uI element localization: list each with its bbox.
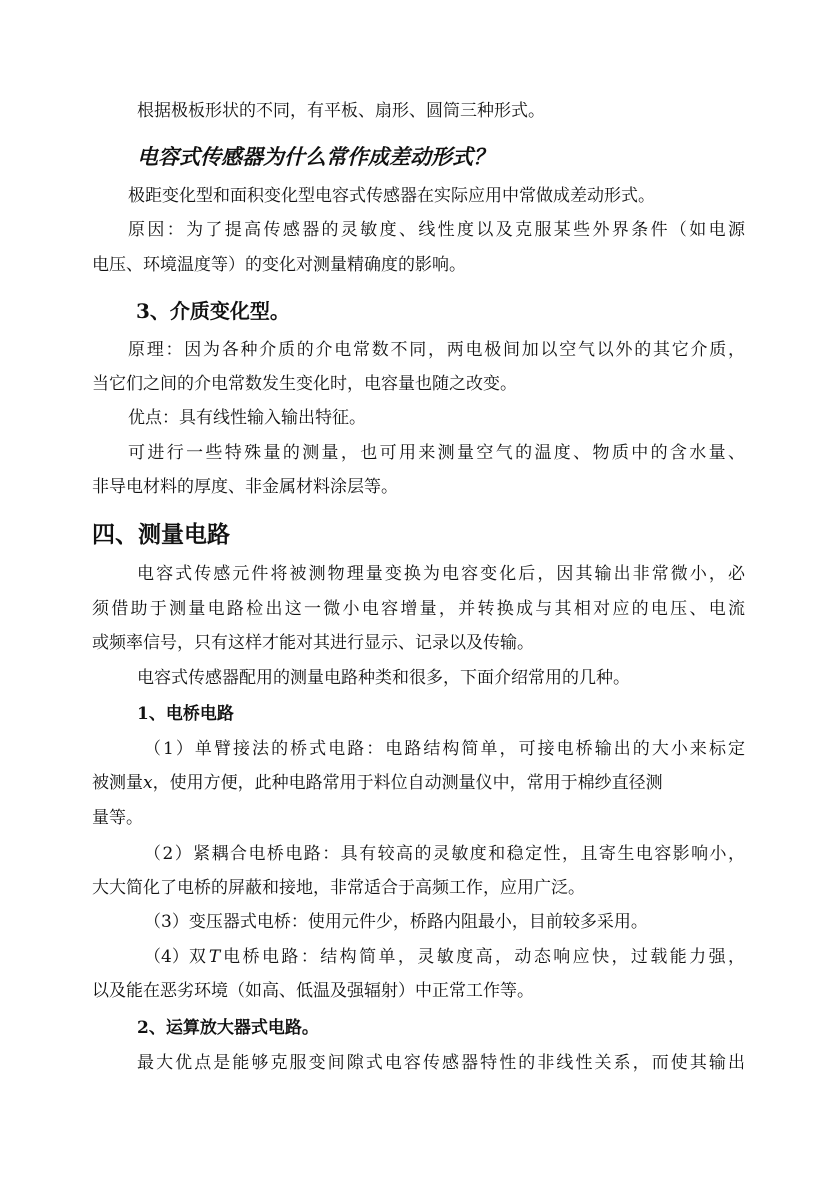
bridge-item-1-line-3: 量等。 xyxy=(92,808,143,828)
measuring-circuit-heading: 四、测量电路 xyxy=(92,521,230,548)
principle-line-1: 原理：因为各种介质的介电常数不同，两电极间加以空气以外的其它介质， xyxy=(128,340,745,360)
opamp-line-1: 最大优点是能够克服变间隙式电容传感器特性的非线性关系，而使其输出 xyxy=(137,1053,745,1073)
diff-form-question-heading: 电容式传感器为什么常作成差动形式？ xyxy=(137,144,494,169)
circuit-line-1: 电容式传感元件将被测物理量变换为电容变化后，因其输出非常微小，必 xyxy=(137,564,745,584)
diff-form-paragraph: 极距变化型和面积变化型电容式传感器在实际应用中常做成差动形式。 xyxy=(128,186,655,206)
bridge-item-4-text-a: （4）双 xyxy=(144,947,206,967)
circuit-line-3: 或频率信号，只有这样才能对其进行显示、记录以及传输。 xyxy=(92,633,534,653)
circuit-types-text: 电容式传感器配用的测量电路种类和很多，下面介绍常用的几种。 xyxy=(137,668,630,688)
bridge-item-1-line-2 xyxy=(92,771,663,795)
special-measure-line-2: 非导电材料的厚度、非金属材料涂层等。 xyxy=(92,477,398,497)
bridge-circuit-heading: 1、电桥电路 xyxy=(137,704,234,724)
plate-shape-text: 根据极板形状的不同，有平板、扇形、圆筒三种形式。 xyxy=(137,101,545,121)
special-measure-line-1: 可进行一些特殊量的测量，也可用来测量空气的温度、物质中的含水量、 xyxy=(128,443,745,463)
bridge-item-2-line-2: 大大简化了电桥的屏蔽和接地，非常适合于高频工作，应用广泛。 xyxy=(92,878,585,898)
reason-line-2: 电压、环境温度等）的变化对测量精确度的影响。 xyxy=(92,255,466,275)
bridge-item-1-text-a: 被测量 xyxy=(92,773,143,793)
opamp-circuit-heading: 2、运算放大器式电路。 xyxy=(137,1018,319,1038)
reason-line-1: 原因：为了提高传感器的灵敏度、线性度以及克服某些外界条件（如电源 xyxy=(128,220,745,240)
advantage-text: 优点：具有线性输入输出特征。 xyxy=(128,408,366,428)
bridge-item-1-line-1: （1）单臂接法的桥式电路：电路结构简单，可接电桥输出的大小来标定 xyxy=(144,739,745,759)
variable-x: x xyxy=(143,773,153,793)
bridge-item-4-line-2: 以及能在恶劣环境（如高、低温及强辐射）中正常工作等。 xyxy=(92,981,534,1001)
bridge-item-3: （3）变压器式电桥：使用元件少，桥路内阻最小，目前较多采用。 xyxy=(144,912,648,932)
bridge-item-4-text-b: 电桥电路：结构简单，灵敏度高，动态响应快，过载能力强， xyxy=(223,947,745,967)
principle-line-2: 当它们之间的介电常数发生变化时，电容量也随之改变。 xyxy=(92,374,517,394)
bridge-item-2-line-1: （2）紧耦合电桥电路：具有较高的灵敏度和稳定性，且寄生电容影响小， xyxy=(144,844,745,864)
bridge-item-1-text-b: ，使用方便，此种电路常用于料位自动测量仪中，常用于棉纱直径测 xyxy=(152,773,663,793)
variable-T: T xyxy=(208,947,221,967)
dielectric-type-heading: 3、介质变化型。 xyxy=(136,299,290,323)
circuit-line-2: 须借助于测量电路检出这一微小电容增量，并转换成与其相对应的电压、电流 xyxy=(92,599,745,619)
bridge-item-4-line-1 xyxy=(144,945,745,969)
